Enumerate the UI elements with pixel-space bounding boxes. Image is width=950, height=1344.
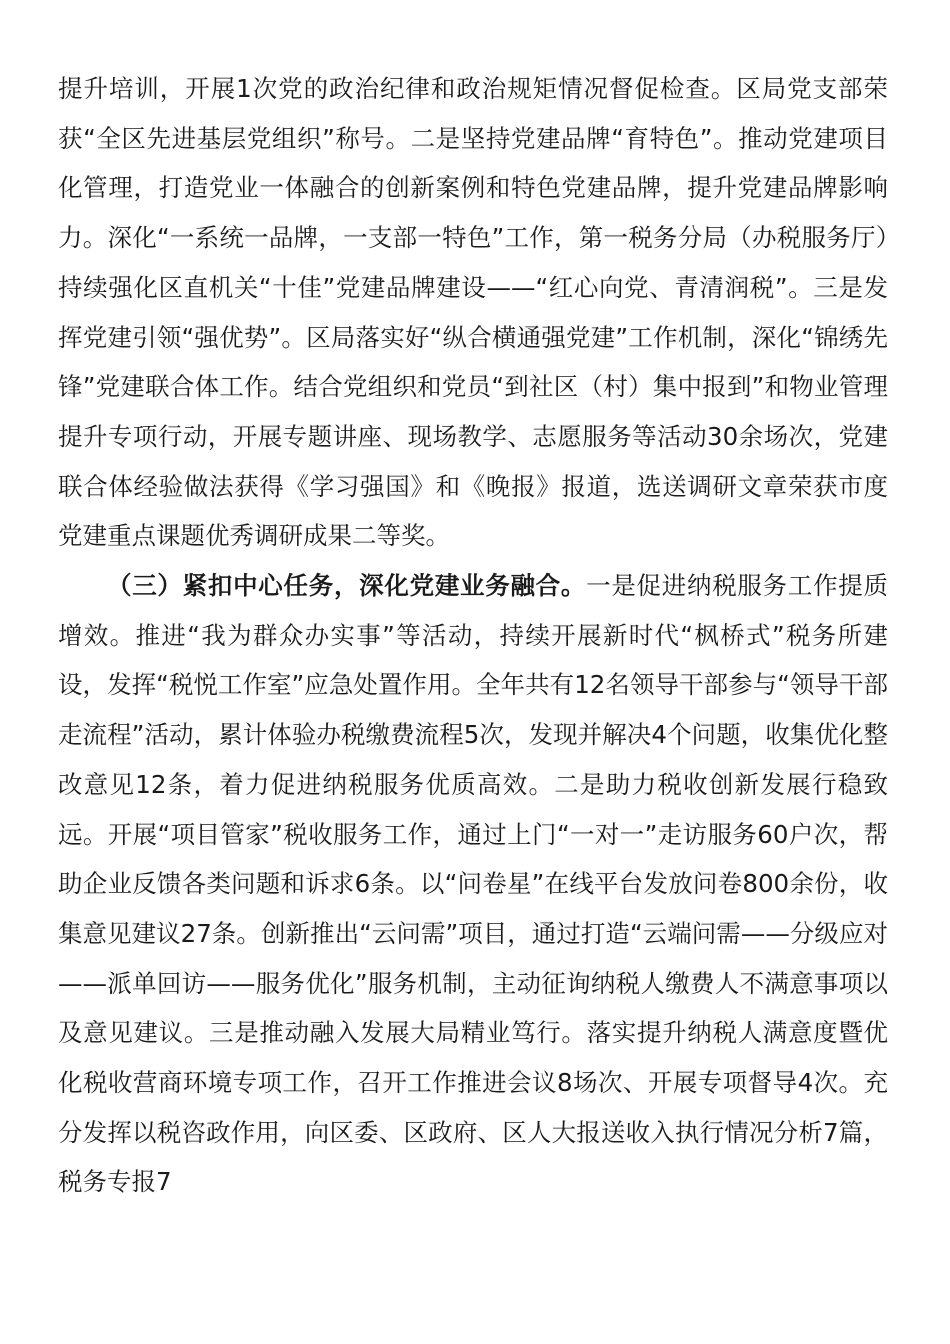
document-body — [58, 64, 888, 1207]
section-heading: （三）紧扣中心任务，深化党建业务融合。 — [107, 571, 587, 601]
paragraph-2-body: 一是促进纳税服务工作提质增效。推进“我为群众办实事”等活动，持续开展新时代“枫桥式”税务所建设，发挥“税悦工作室”应急处置作用。全年共有12名领导干部参与“领导干部走流程”活动，累计体验办税缴费流程5次，发现并解决4个问题，收集优化整改意见12条，着力促进纳税服务优质高效。二是助力税收创新发展行稳致远。开展“项目管家”税收服务工作，通过上门“一对一”走访服务60户次，帮助企业反馈各类问题和诉求6条。以“问卷星”在线平台发放问卷800余份，收集意见建议27条。创新推出“云问需”项目，通过打造“云端问需——分级应对——派单回访——服务优化”服务机制，主动征询纳税人缴费人不满意事项以及意见建议。三是推动融入发展大局精业笃行。落实提升纳税人满意度暨优化税收营商环境专项工作，召开工作推进会议8场次、开展专项督导4次。充分发挥以税咨政作用，向区委、区政府、区人大报送收入执行情况分析7篇，税务专报7 — [58, 571, 889, 1197]
paragraph-1: 提升培训，开展1次党的政治纪律和政治规矩情况督促检查。区局党支部荣获“全区先进基层党组织”称号。二是坚持党建品牌“育特色”。推动党建项目化管理，打造党业一体融合的创新案例和特色党建品牌，提升党建品牌影响力。深化“一系统一品牌，一支部一特色”工作，第一税务分局（办税服务厅）持续强化区直机关“十佳”党建品牌建设——“红心向党、青清润税”。三是发挥党建引领“强优势”。区局落实好“纵合横通强党建”工作机制，深化“锦绣先锋”党建联合体工作。结合党组织和党员“到社区（村）集中报到”和物业管理提升专项行动，开展专题讲座、现场教学、志愿服务等活动30余场次，党建联合体经验做法获得《学习强国》和《晚报》报道，选送调研文章荣获市度党建重点课题优秀调研成果二等奖。 — [58, 74, 888, 551]
paragraph-2 — [58, 561, 888, 1207]
